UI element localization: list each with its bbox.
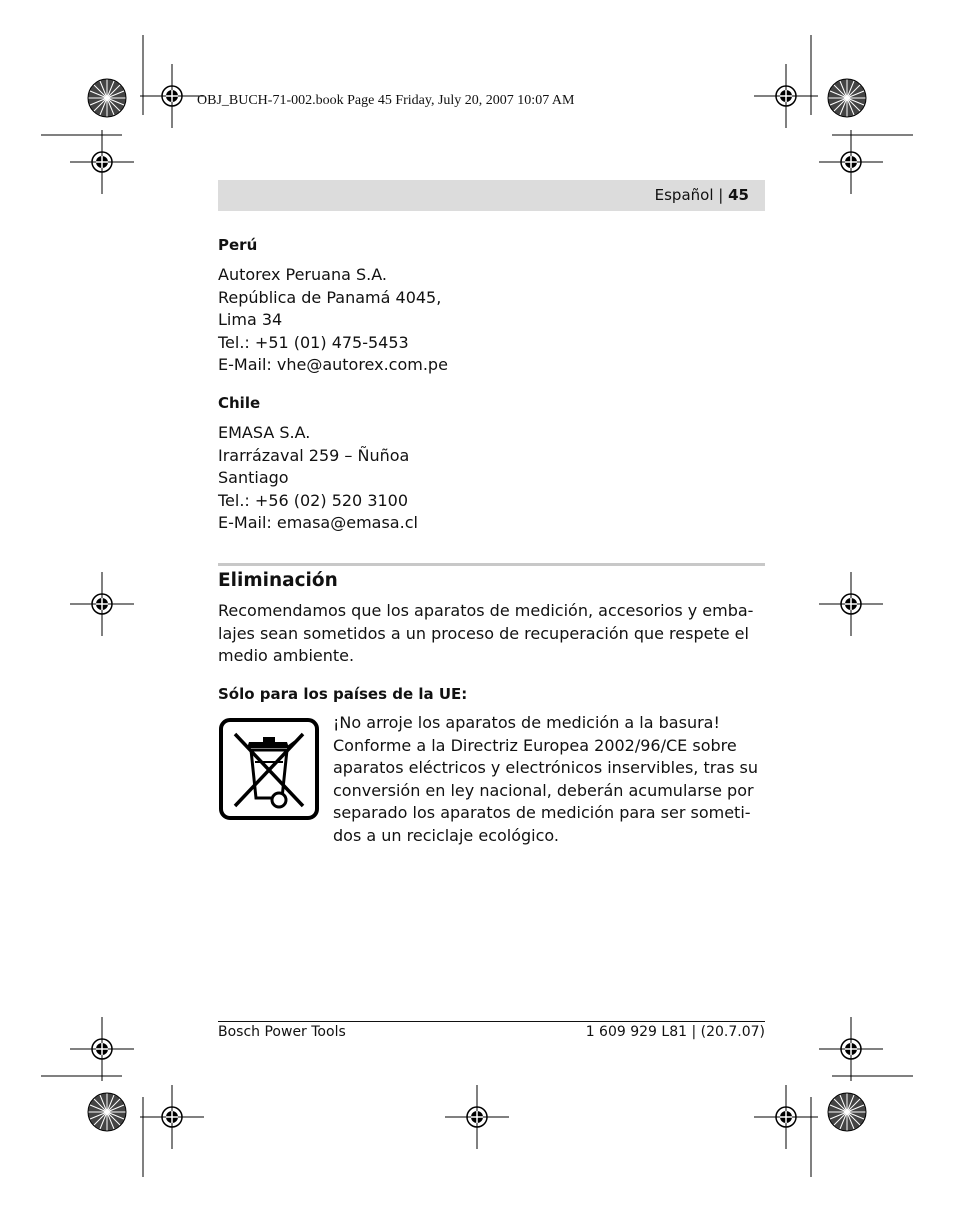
address-chile: [218, 422, 418, 535]
paragraph-line: medio ambiente.: [218, 646, 355, 665]
disposal-paragraph: [218, 600, 765, 668]
address-line: Lima 34: [218, 310, 283, 329]
section-divider: [218, 563, 765, 566]
country-heading-chile: Chile: [218, 394, 261, 412]
address-line: Santiago: [218, 468, 289, 487]
paragraph-line: Conforme a la Directriz Europea 2002/96/CE sobre: [333, 735, 737, 755]
phone-line: Tel.: +51 (01) 475-5453: [218, 332, 409, 352]
paragraph-line: Recomendamos que los aparatos de medición, accesorios y emba-: [218, 601, 754, 620]
email-line: E-Mail: emasa@emasa.cl: [218, 513, 418, 532]
running-header: [218, 180, 765, 211]
paragraph-line: conversión en ley nacional, deberán acumularse por: [333, 780, 754, 800]
address-peru: [218, 264, 448, 377]
paragraph-line: dos a un reciclaje ecológico.: [333, 825, 560, 845]
footer-divider: [218, 1021, 765, 1022]
paragraph-line: ¡No arroje los aparatos de medición a la basura!: [333, 713, 720, 732]
header-separator: |: [718, 186, 724, 204]
address-line: Irarrázaval 259 – Ñuñoa: [218, 445, 410, 465]
page-number: 45: [728, 186, 749, 204]
email-line: E-Mail: vhe@autorex.com.pe: [218, 355, 448, 374]
crossed-out-wheelie-bin-icon: [219, 718, 319, 820]
paragraph-line: aparatos eléctricos y electrónicos inservibles, tras su: [333, 758, 758, 777]
eu-disposal-paragraph: [333, 712, 765, 847]
address-line: EMASA S.A.: [218, 423, 311, 442]
phone-line: Tel.: +56 (02) 520 3100: [218, 490, 409, 510]
eu-only-heading: Sólo para los países de la UE:: [218, 685, 468, 703]
footer-brand: Bosch Power Tools: [218, 1024, 346, 1040]
country-heading-peru: Perú: [218, 236, 258, 254]
paragraph-line: separado los aparatos de medición para ser someti-: [333, 803, 751, 822]
footer-doc-number: 1 609 929 L81 | (20.7.07): [585, 1024, 765, 1040]
print-job-header: OBJ_BUCH-71-002.book Page 45 Friday, July 20, 2007 10:07 AM: [197, 93, 575, 108]
address-line: República de Panamá 4045,: [218, 287, 442, 307]
section-title-disposal: Eliminación: [218, 570, 338, 591]
address-line: Autorex Peruana S.A.: [218, 265, 387, 284]
paragraph-line: lajes sean sometidos a un proceso de recuperación que respete el: [218, 623, 749, 643]
header-language: Español: [654, 186, 714, 204]
